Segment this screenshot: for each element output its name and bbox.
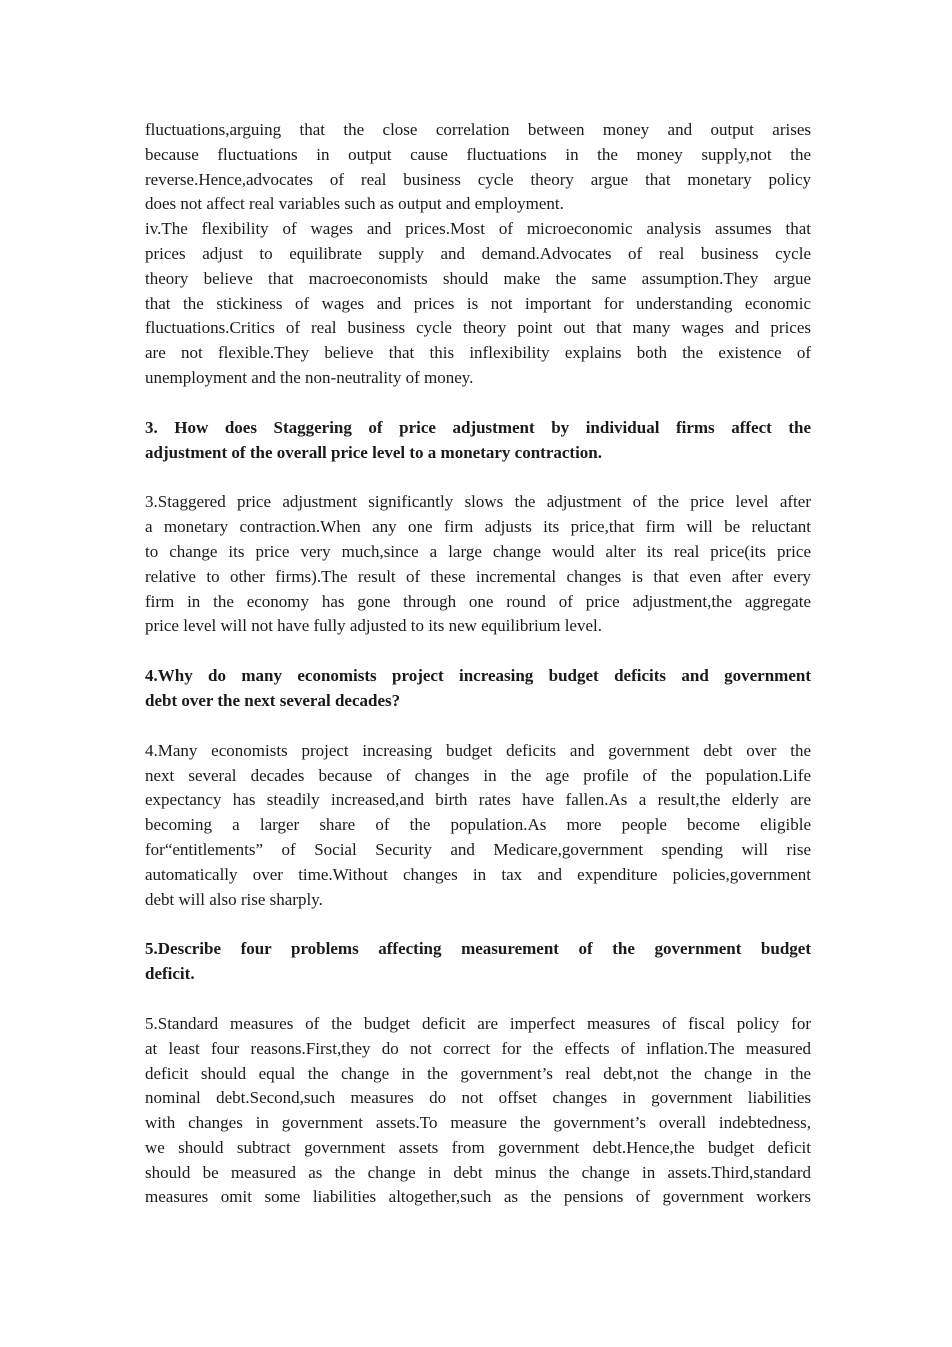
text-line: for“entitlements” of Social Security and Medicare,government spending will rise	[145, 839, 811, 859]
text-line: we should subtract government assets from government debt.Hence,the budget deficit	[145, 1137, 811, 1157]
text-line: becoming a larger share of the population.As more people become eligible	[145, 815, 811, 835]
text-line: should be measured as the change in debt minus the change in assets.Third,standard	[145, 1162, 811, 1182]
text-line: fluctuations.Critics of real business cycle theory point out that many wages and prices	[145, 318, 811, 338]
text-line: measures omit some liabilities altogether,such as the pensions of government workers	[145, 1187, 811, 1207]
spacer	[145, 391, 811, 416]
text-line: reverse.Hence,advocates of real business cycle theory argue that monetary policy	[145, 169, 811, 189]
text-line: 5.Standard measures of the budget deficit are imperfect measures of fiscal policy for	[145, 1013, 811, 1033]
text-line: next several decades because of changes in the age profile of the population.Life	[145, 765, 811, 785]
document-page	[145, 118, 811, 1210]
text-line: debt over the next several decades?	[145, 690, 401, 710]
text-line: 3. How does Staggering of price adjustment by individual firms affect the	[145, 417, 811, 437]
answer-5-paragraph	[145, 1012, 811, 1210]
text-line: 4.Why do many economists project increasing budget deficits and government	[145, 666, 811, 686]
text-line: does not affect real variables such as output and employment.	[145, 194, 564, 214]
text-line: at least four reasons.First,they do not correct for the effects of inflation.The measured	[145, 1038, 811, 1058]
text-line: 5.Describe four problems affecting measurement of the government budget	[145, 939, 811, 959]
text-line: because fluctuations in output cause fluctuations in the money supply,not the	[145, 144, 811, 164]
text-line: nominal debt.Second,such measures do not offset changes in government liabilities	[145, 1088, 811, 1108]
text-line: adjustment of the overall price level to a monetary contraction.	[145, 442, 602, 462]
text-line: iv.The flexibility of wages and prices.Most of microeconomic analysis assumes that	[145, 219, 811, 239]
text-line: theory believe that macroeconomists should make the same assumption.They argue	[145, 268, 811, 288]
text-line: debt will also rise sharply.	[145, 889, 323, 909]
text-line: are not flexible.They believe that this inflexibility explains both the existence of	[145, 343, 811, 363]
question-4-heading	[145, 664, 811, 714]
text-line: that the stickiness of wages and prices is not important for understanding economic	[145, 293, 811, 313]
text-line: deficit should equal the change in the government’s real debt,not the change in the	[145, 1063, 811, 1083]
text-line: deficit.	[145, 964, 195, 984]
text-line: to change its price very much,since a large change would alter its real price(its price	[145, 541, 811, 561]
paragraph-money-output	[145, 118, 811, 217]
text-line: firm in the economy has gone through one round of price adjustment,the aggregate	[145, 591, 811, 611]
paragraph-flexibility	[145, 217, 811, 391]
text-line: relative to other firms).The result of these incremental changes is that even after every	[145, 566, 811, 586]
text-line: 3.Staggered price adjustment significantly slows the adjustment of the price level after	[145, 492, 811, 512]
spacer	[145, 714, 811, 739]
text-line: with changes in government assets.To measure the government’s overall indebtedness,	[145, 1113, 811, 1133]
spacer	[145, 912, 811, 937]
question-3-heading	[145, 416, 811, 466]
text-line: price level will not have fully adjusted to its new equilibrium level.	[145, 616, 602, 636]
answer-3-paragraph	[145, 490, 811, 639]
text-line: prices adjust to equilibrate supply and demand.Advocates of real business cycle	[145, 243, 811, 263]
text-line: fluctuations,arguing that the close correlation between money and output arises	[145, 120, 811, 139]
answer-4-paragraph	[145, 739, 811, 913]
spacer	[145, 639, 811, 664]
spacer	[145, 987, 811, 1012]
text-line: unemployment and the non-neutrality of money.	[145, 367, 474, 387]
text-line: a monetary contraction.When any one firm adjusts its price,that firm will be reluctant	[145, 517, 811, 537]
text-line: automatically over time.Without changes in tax and expenditure policies,government	[145, 864, 811, 884]
question-5-heading	[145, 937, 811, 987]
text-line: 4.Many economists project increasing budget deficits and government debt over the	[145, 740, 811, 760]
spacer	[145, 465, 811, 490]
text-line: expectancy has steadily increased,and birth rates have fallen.As a result,the elderly are	[145, 790, 811, 810]
